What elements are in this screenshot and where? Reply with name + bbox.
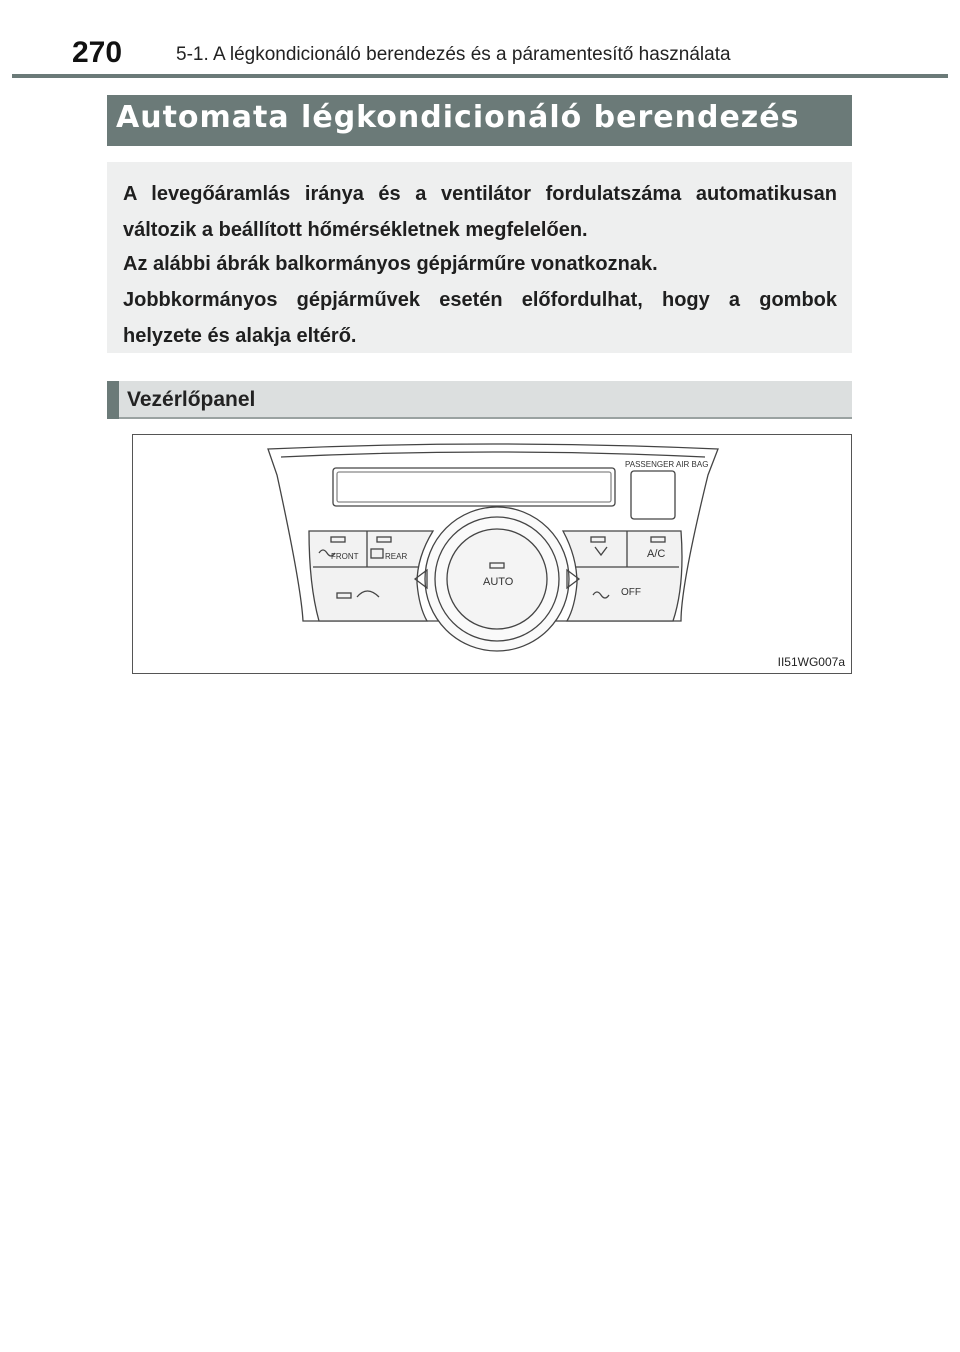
control-panel-illustration [133,435,851,673]
off-label: OFF [621,587,641,598]
front-label: FRONT [331,552,359,561]
display-inner [337,472,611,502]
auto-label: AUTO [483,576,514,588]
left-button-cluster [309,531,433,621]
page-header [0,0,960,80]
airbag-indicator [631,471,675,519]
subsection-title: Vezérlőpanel [127,388,256,411]
panel-top-edge [281,452,705,457]
header-rule [12,74,948,78]
intro-paragraph-3: Jobbkormányos gépjárművek esetén előfordulhat, hogy a gombok helyzete és alakja eltérő. [123,289,837,347]
intro-box [107,162,852,353]
intro-paragraph-2: Az alábbi ábrák balkormányos gépjárműre vonatkoznak. [123,253,658,275]
rear-label: REAR [385,552,408,561]
section-title: Automata légkondicionáló berendezés [116,100,800,135]
chapter-title: 5-1. A légkondicionáló berendezés és a páramentesítő használata [176,44,731,65]
figure-code: II51WG007a [777,655,845,669]
ac-label: A/C [647,548,666,560]
page-number: 270 [72,36,123,69]
display-window [333,468,615,506]
intro-paragraph-1: A levegőáramlás iránya és a ventilátor fordulatszáma automatikusan változik a beállított hőmérsékletnek megfelelően. [123,183,837,241]
subsection-accent [107,381,119,419]
airbag-label: PASSENGER AIR BAG [625,460,709,469]
right-button-cluster [563,531,682,621]
control-panel-figure [132,434,852,674]
